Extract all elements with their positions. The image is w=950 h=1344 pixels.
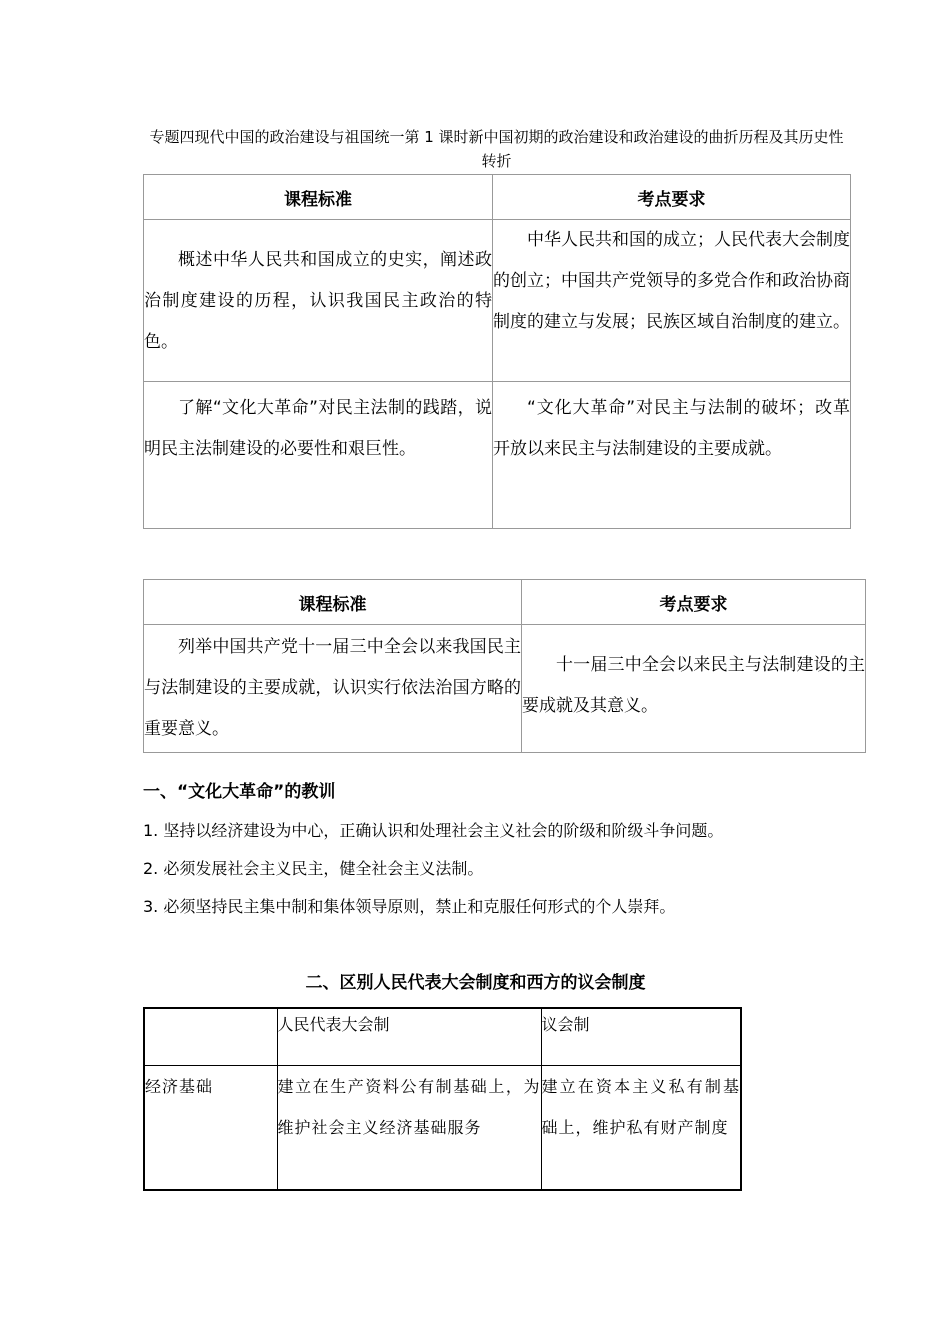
cell-text: 十一届三中全会以来民主与法制建设的主要成就及其意义。: [522, 655, 865, 716]
header-npc-system: 人民代表大会制: [277, 1008, 541, 1066]
header-curriculum-standard: 课程标准: [144, 175, 493, 220]
table-cell: [144, 382, 493, 529]
table-cell: [277, 1066, 541, 1190]
table-row: [144, 220, 851, 382]
table-row: [144, 1066, 741, 1190]
header-curriculum-standard: 课程标准: [144, 580, 522, 625]
table-cell: [144, 625, 522, 753]
table-cell: [493, 220, 851, 382]
cell-text: 列举中国共产党十一届三中全会以来我国民主与法制建设的主要成就，认识实行依法治国方略的重要意义。: [144, 637, 521, 739]
cell-text: 中华人民共和国的成立；人民代表大会制度的创立；中国共产党领导的多党合作和政治协商制度的建立与发展；民族区域自治制度的建立。: [493, 230, 850, 332]
table-cell: [144, 220, 493, 382]
cell-text: 了解“文化大革命”对民主法制的践踏，说明民主法制建设的必要性和艰巨性。: [144, 398, 492, 459]
table-header-row: [144, 580, 866, 625]
table-cell: [493, 382, 851, 529]
table-header-row: [144, 1008, 741, 1066]
curriculum-table-2: [143, 579, 866, 753]
cell-text: 概述中华人民共和国成立的史实，阐述政治制度建设的历程，认识我国民主政治的特色。: [144, 250, 492, 352]
cell-text: 建立在生产资料公有制基础上，为维护社会主义经济基础服务: [277, 1077, 541, 1137]
list-item: 3. 必须坚持民主集中制和集体领导原则，禁止和克服任何形式的个人崇拜。: [143, 897, 676, 916]
header-exam-requirements: 考点要求: [493, 175, 851, 220]
section-heading-lessons: 一、“文化大革命”的教训: [143, 782, 336, 802]
table-cell: [522, 625, 866, 753]
lessons-list: [143, 812, 843, 926]
section-heading-comparison: 二、区别人民代表大会制度和西方的议会制度: [305, 973, 646, 993]
header-parliament-system: 议会制: [541, 1008, 741, 1066]
cell-text: 建立在资本主义私有制基础上，维护私有财产制度: [541, 1077, 740, 1137]
curriculum-table-1: [143, 174, 851, 529]
header-exam-requirements: 考点要求: [522, 580, 866, 625]
document-title: 专题四现代中国的政治建设与祖国统一第 1 课时新中国初期的政治建设和政治建设的曲折历程及其历史性转折: [149, 128, 844, 170]
table-header-row: [144, 175, 851, 220]
header-empty: [144, 1008, 277, 1066]
cell-text: 经济基础: [145, 1077, 214, 1096]
cell-text: “文化大革命”对民主与法制的破坏；改革开放以来民主与法制建设的主要成就。: [493, 398, 850, 459]
table-row: [144, 382, 851, 529]
table-cell: [144, 1066, 277, 1190]
list-item: 1. 坚持以经济建设为中心，正确认识和处理社会主义社会的阶级和阶级斗争问题。: [143, 821, 724, 840]
comparison-table: [143, 1007, 742, 1191]
list-item: 2. 必须发展社会主义民主，健全社会主义法制。: [143, 859, 484, 878]
table-row: [144, 625, 866, 753]
table-cell: [541, 1066, 741, 1190]
